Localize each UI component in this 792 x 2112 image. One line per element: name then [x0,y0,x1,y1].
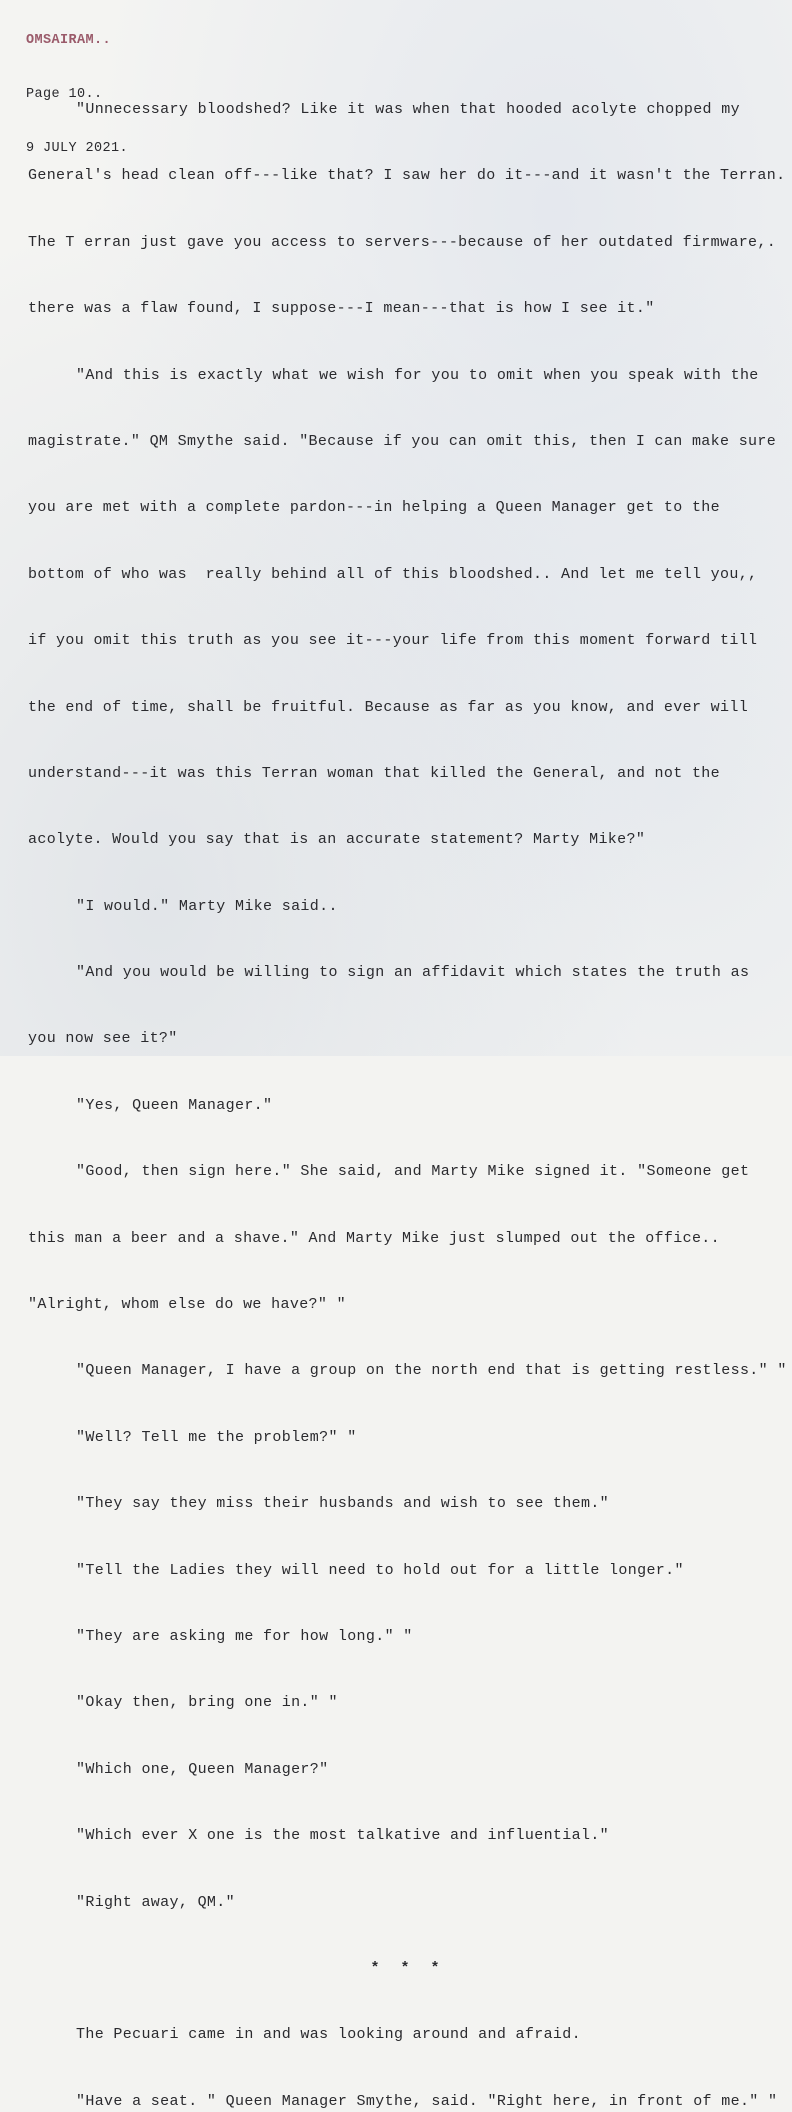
section-break: * * * [370,1959,446,1977]
text-line: understand---it was this Terran woman that killed the General, and not the [28,764,721,782]
text-line: "Queen Manager, I have a group on the north end that is getting restless." " [76,1362,787,1380]
text-line: "Unnecessary bloodshed? Like it was when that hooded acolyte chopped my [76,101,740,118]
text-line: "Right away, QM." [76,1893,235,1911]
text-line: "I would." Marty Mike said.. [76,897,338,915]
text-line: magistrate." QM Smythe said. "Because if you can omit this, then I can make sure [28,432,777,450]
text-line: bottom of who was really behind all of this bloodshed.. And let me tell you,, [28,565,758,583]
body-text [28,60,788,2112]
text-line: The T erran just gave you access to servers---because of her outdated firmware,. [28,233,777,251]
text-line: there was a flaw found, I suppose---I mean---that is how I see it." [28,300,655,318]
text-line: acolyte. Would you say that is an accurate statement? Marty Mike?" [28,831,646,849]
text-line: "And you would be willing to sign an affidavit which states the truth as [76,964,750,982]
text-line: "Good, then sign here." She said, and Marty Mike signed it. "Someone get [76,1163,750,1181]
text-line: "They are asking me for how long." " [76,1627,413,1645]
text-line: The Pecuari came in and was looking around and afraid. [76,2026,581,2044]
text-line: General's head clean off---like that? I saw her do it---and it wasn't the Terran. [28,167,786,185]
text-line: "Which ever X one is the most talkative and influential." [76,1827,610,1845]
text-line: the end of time, shall be fruitful. Because as far as you know, and ever will [28,698,749,716]
text-line: "Tell the Ladies they will need to hold out for a little longer." [76,1561,684,1579]
text-line: "And this is exactly what we wish for you to omit when you speak with the [76,366,759,384]
text-line: "Which one, Queen Manager?" [76,1760,329,1778]
text-line: "Yes, Queen Manager." [76,1096,273,1114]
text-line: you are met with a complete pardon---in helping a Queen Manager get to the [28,499,721,517]
text-line: you now see it?" [28,1030,178,1048]
page-number: Page 10.. [26,87,103,102]
text-line: this man a beer and a shave." And Marty Mike just slumped out the office.. [28,1229,721,1247]
text-line: "Well? Tell me the problem?" " [76,1428,357,1446]
text-line: "Okay then, bring one in." " [76,1694,338,1712]
header-stamp: OMSAIRAM.. [26,33,112,48]
text-line: "They say they miss their husbands and wish to see them." [76,1495,610,1513]
text-line: "Alright, whom else do we have?" " [28,1296,346,1314]
page-date: 9 JULY 2021. [26,141,129,156]
text-line: "Have a seat. " Queen Manager Smythe, said. "Right here, in front of me." " [76,2092,778,2110]
text-line: if you omit this truth as you see it---your life from this moment forward till [28,632,758,650]
